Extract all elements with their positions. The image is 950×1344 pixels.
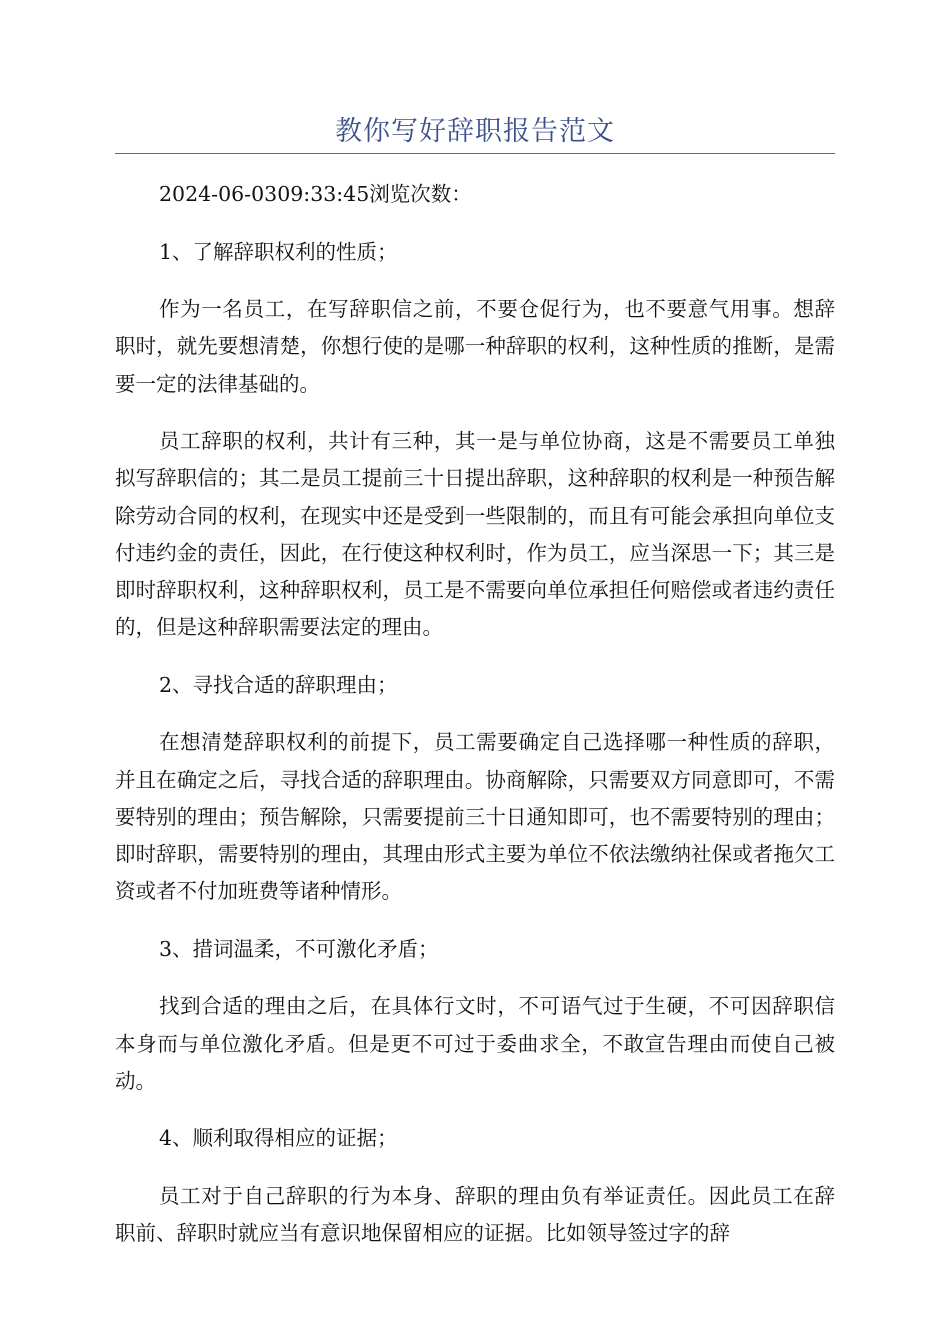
document-title: 教你写好辞职报告范文	[335, 116, 615, 147]
paragraph: 在想清楚辞职权利的前提下，员工需要确定自己选择哪一种性质的辞职，并且在确定之后，寻找合适的辞职理由。协商解除，只需要双方同意即可，不需要特别的理由；预告解除，只需要提前三十日通知即可，也不需要特别的理由；即时辞职，需要特别的理由，其理由形式主要为单位不依法缴纳社保或者拖欠工资或者不付加班费等诸种情形。	[115, 730, 835, 904]
paragraph: 员工对于自己辞职的行为本身、辞职的理由负有举证责任。因此员工在辞职前、辞职时就应当有意识地保留相应的证据。比如领导签过字的辞	[115, 1183, 835, 1246]
heading-3: 3、措词温柔，不可激化矛盾；	[159, 936, 439, 961]
paragraph: 员工辞职的权利，共计有三种，其一是与单位协商，这是不需要员工单独拟写辞职信的；其二是员工提前三十日提出辞职，这种辞职的权利是一种预告解除劳动合同的权利，在现实中还是受到一些限制的，而且有可能会承担向单位支付违约金的责任，因此，在行使这种权利时，作为员工，应当深思一下；其三是即时辞职权利，这种辞职权利，员工是不需要向单位承担任何赔偿或者违约责任的，但是这种辞职需要法定的理由。	[115, 429, 835, 640]
paragraph: 找到合适的理由之后，在具体行文时，不可语气过于生硬，不可因辞职信本身而与单位激化矛盾。但是更不可过于委曲求全，不敢宣告理由而使自己被动。	[115, 994, 835, 1093]
heading-2: 2、寻找合适的辞职理由；	[159, 672, 398, 697]
title-underline	[115, 153, 835, 154]
heading-1: 1、了解辞职权利的性质；	[159, 239, 398, 264]
document-body	[115, 176, 835, 1273]
paragraph: 作为一名员工，在写辞职信之前，不要仓促行为，也不要意气用事。想辞职时，就先要想清楚，你想行使的是哪一种辞职的权利，这种性质的推断，是需要一定的法律基础的。	[115, 297, 835, 396]
heading-4: 4、顺利取得相应的证据；	[159, 1126, 398, 1151]
meta-line: 2024-06-0309:33:45浏览次数：	[159, 182, 472, 206]
